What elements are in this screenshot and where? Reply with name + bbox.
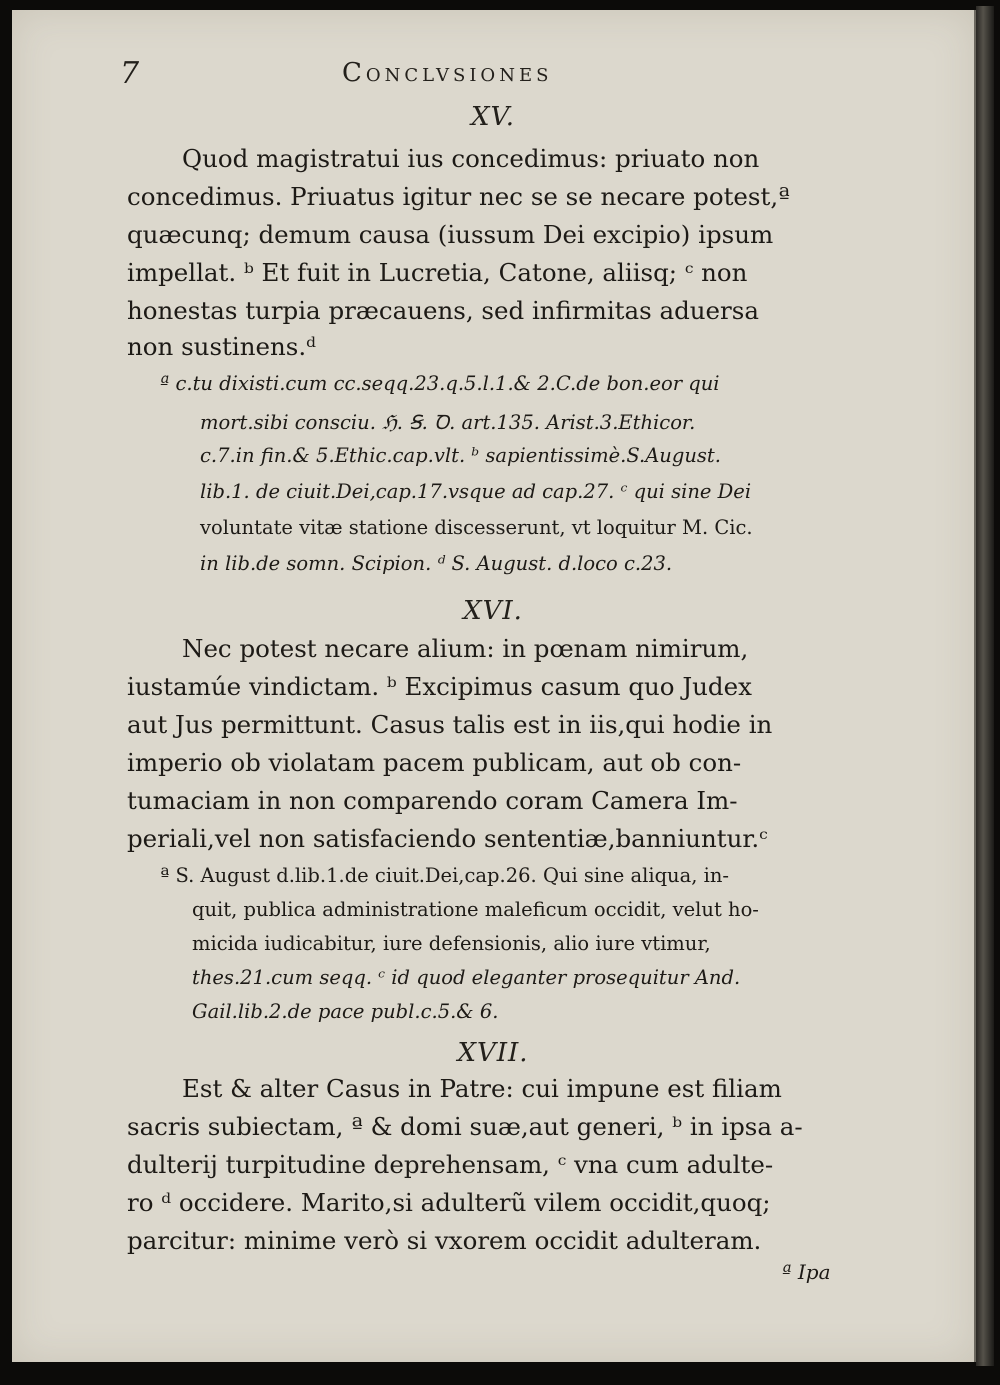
book-page [12, 10, 976, 1362]
note-line: voluntate vitæ statione discesserunt, vt loquitur M. Cic. [200, 516, 753, 539]
note-line: thes.21.cum seqq. ᶜ id quod eleganter prosequitur And. [192, 966, 741, 989]
note-line: Gail.lib.2.de pace publ.c.5.& 6. [192, 1000, 499, 1023]
text-line: ro ᵈ occidere. Marito,si adulterũ vilem occidit,quoq; [127, 1188, 771, 1217]
section-title: XVII. [457, 1038, 529, 1068]
text-line: sacris subiectam, ª & domi suæ,aut generi, ᵇ in ipsa a- [127, 1112, 803, 1141]
text-line: tumaciam in non comparendo coram Camera Im- [127, 786, 738, 815]
section-title: XVI. [463, 596, 523, 626]
page-header [12, 56, 974, 96]
note-line: in lib.de somn. Scipion. ᵈ S. August. d.loco c.23. [200, 552, 673, 575]
note-line: micida iudicabitur, iure defensionis, alio iure vtimur, [192, 932, 711, 955]
text-line: periali,vel non satisfaciendo sententiæ,banniuntur.ᶜ [127, 824, 768, 853]
text-line: parcitur: minime verò si vxorem occidit adulteram. [127, 1226, 762, 1255]
page-number: 7 [120, 56, 140, 91]
text-line: honestas turpia præcauens, sed infirmitas aduersa [127, 296, 759, 325]
text-line: aut Jus permittunt. Casus talis est in iis,qui hodie in [127, 710, 773, 739]
page-edge-shadow [976, 6, 994, 1366]
text-line: dulterij turpitudine deprehensam, ᶜ vna cum adulte- [127, 1150, 774, 1179]
text-line: Quod magistratui ius concedimus: priuato non [182, 144, 760, 173]
note-line: ª c.tu dixisti.cum cc.seqq.23.q.5.l.1.& 2.C.de bon.eor qui [160, 372, 720, 395]
note-line: c.7.in fin.& 5.Ethic.cap.vlt. ᵇ sapientissimè.S.August. [200, 444, 721, 467]
text-line: imperio ob violatam pacem publicam, aut ob con- [127, 748, 742, 777]
text-line: impellat. ᵇ Et fuit in Lucretia, Catone, aliisq; ᶜ non [127, 258, 748, 287]
catchword: ª Ipa [782, 1260, 831, 1284]
text-line: Nec potest necare alium: in pœnam nimirum, [182, 634, 749, 663]
section-title: XV. [470, 102, 515, 132]
text-line: iustamúe vindictam. ᵇ Excipimus casum quo Judex [127, 672, 752, 701]
text-line: concedimus. Priuatus igitur nec se se necare potest,ª [127, 182, 790, 211]
note-line: quit, publica administratione maleficum occidit, velut ho- [192, 898, 759, 921]
note-line: ª S. August d.lib.1.de ciuit.Dei,cap.26. Qui sine aliqua, in- [160, 864, 730, 887]
text-line: non sustinens.ᵈ [127, 332, 316, 361]
text-line: quæcunq; demum causa (iussum Dei excipio) ipsum [127, 220, 774, 249]
note-line: mort.sibi consciu. ℌ. Ꞩ. Ꝺ. art.135. Arist.3.Ethicor. [200, 411, 696, 434]
running-title: Conclvsiones [342, 58, 553, 88]
note-line: lib.1. de ciuit.Dei,cap.17.vsque ad cap.27. ᶜ qui sine Dei [200, 480, 752, 503]
text-line: Est & alter Casus in Patre: cui impune est filiam [182, 1074, 782, 1103]
